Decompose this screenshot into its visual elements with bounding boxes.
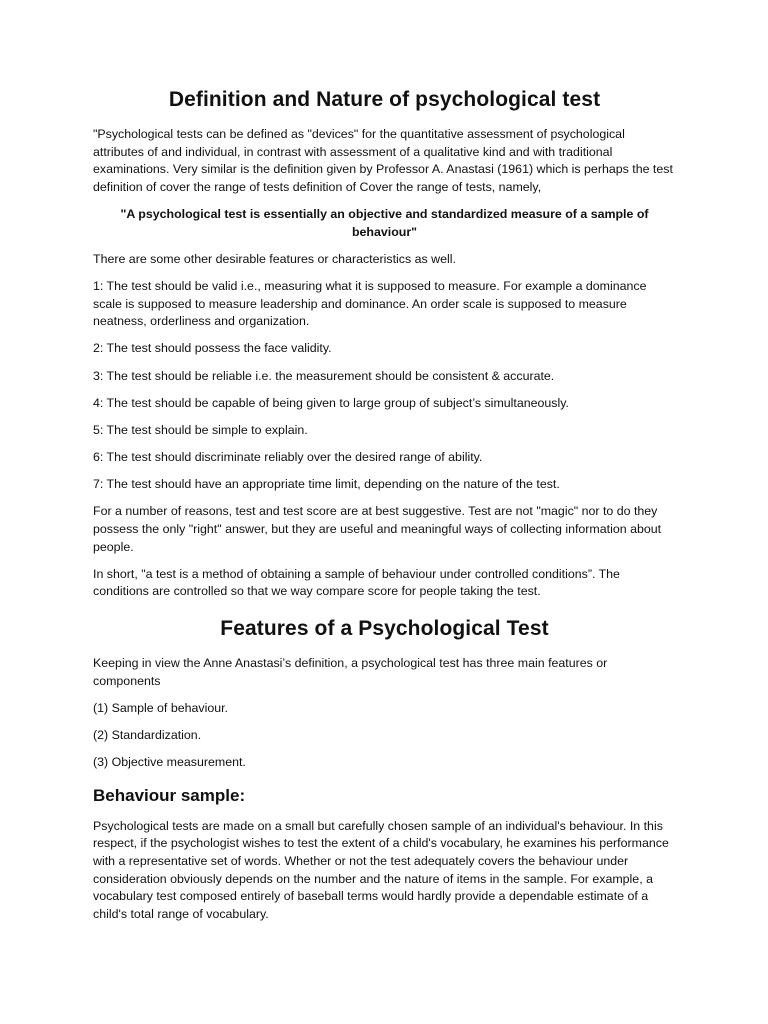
- suggestive-paragraph: For a number of reasons, test and test score are at best suggestive. Test are not "magic" nor to do they possess the only "right" answer, but they are useful and meaningful ways of collecting information about people.: [93, 504, 662, 554]
- feature-item: 2: The test should possess the face validity.: [93, 341, 332, 356]
- intro-paragraph: "Psychological tests can be defined as "devices" for the quantitative assessment of psychological attributes of and individual, in contrast with assessment of a qualitative kind and with traditional examinations. Very similar is the definition given by Professor A. Anastasi (1961) which is perhaps the test definition of cover the range of tests definition of Cover the range of tests, namely,: [93, 127, 673, 194]
- component-item: (2) Standardization.: [93, 727, 202, 742]
- feature-item: 6: The test should discriminate reliably over the desired range of ability.: [93, 450, 483, 465]
- feature-item: 7: The test should have an appropriate time limit, depending on the nature of the test.: [93, 477, 560, 492]
- feature-item: 3: The test should be reliable i.e. the measurement should be consistent & accurate.: [93, 368, 555, 383]
- page-title: Definition and Nature of psychological test: [168, 88, 601, 111]
- components-intro-paragraph: Keeping in view the Anne Anastasi’s definition, a psychological test has three main features or components: [93, 656, 608, 688]
- features-intro-paragraph: There are some other desirable features or characteristics as well.: [93, 251, 456, 266]
- definition-quote: "A psychological test is essentially an objective and standardized measure of a sample of behaviour": [120, 206, 649, 239]
- feature-item: 5: The test should be simple to explain.: [93, 422, 308, 437]
- feature-item: 4: The test should be capable of being given to large group of subject’s simultaneously.: [93, 395, 569, 410]
- component-item: (1) Sample of behaviour.: [93, 700, 228, 715]
- feature-item: 1: The test should be valid i.e., measuring what it is supposed to measure. For example a dominance scale is supposed to measure leadership and dominance. An order scale is supposed to measure neatness, orderliness and organization.: [93, 278, 647, 329]
- component-item: (3) Objective measurement.: [93, 755, 246, 770]
- short-definition-paragraph: In short, "a test is a method of obtaining a sample of behaviour under controlled conditions”. The conditions are controlled so that we way compare score for people taking the test.: [93, 566, 620, 599]
- behaviour-paragraph: Psychological tests are made on a small but carefully chosen sample of an individual's behaviour. In this respect, if the psychologist wishes to test the extent of a child's vocabulary, he examines his performance with a representative set of words. Whether or not the test adequately covers the behaviour under consideration obviously depends on the number and the nature of items in the sample. For example, a vocabulary test composed entirely of baseball terms would hardly provide a dependable estimate of a child's total range of vocabulary.: [93, 818, 669, 921]
- section-title: Features of a Psychological Test: [220, 617, 549, 640]
- subsection-heading: Behaviour sample:: [93, 785, 246, 805]
